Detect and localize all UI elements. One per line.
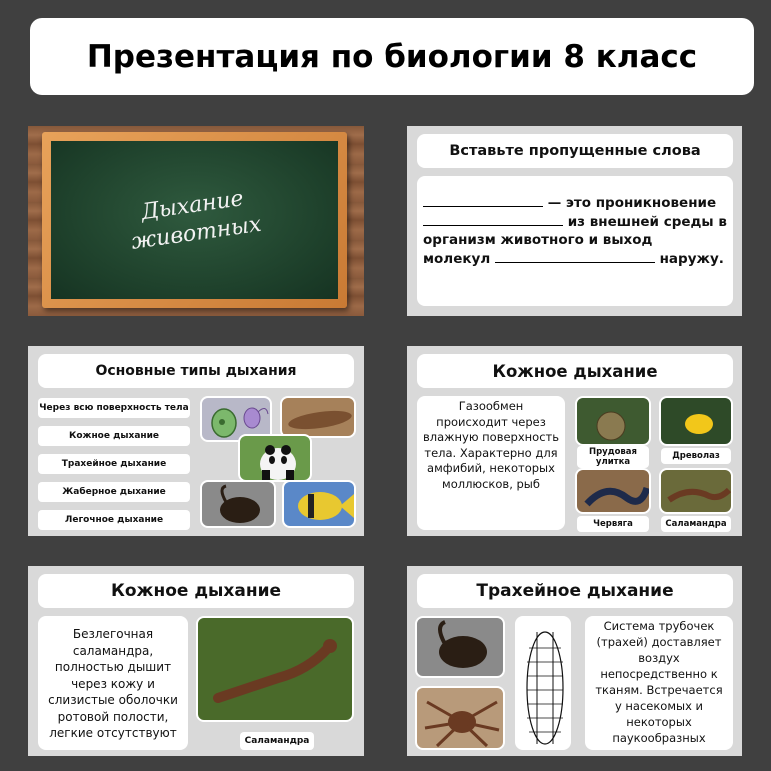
exercise-line-3: организм животного и выход <box>423 232 653 248</box>
slide-body-text: Газообмен происходит через влажную поверхность тела. Характерно для амфибий, некоторых моллюсков, рыб <box>417 396 565 530</box>
slide-skin-respiration[interactable] <box>407 346 742 536</box>
type-pulmonary: Легочное дыхание <box>38 510 190 530</box>
exercise-line-4: молекул наружу. <box>423 250 724 267</box>
image-worm <box>280 396 356 438</box>
chalkboard-title: Дыхание животных <box>129 186 263 255</box>
slide-heading: Трахейное дыхание <box>417 574 733 608</box>
image-pond-snail <box>575 396 651 446</box>
blank-2[interactable] <box>423 214 563 226</box>
image-poison-frog <box>659 396 733 446</box>
caption-salamander: Саламандра <box>661 516 731 532</box>
exercise-line-1: — это проникновение <box>423 194 727 213</box>
chalkboard-frame <box>42 132 347 308</box>
image-panda <box>238 434 312 482</box>
type-whole-surface: Через всю поверхность тела <box>38 398 190 418</box>
image-trachea-diagram <box>515 616 571 750</box>
slide-heading: Кожное дыхание <box>38 574 354 608</box>
blank-3[interactable] <box>495 251 655 263</box>
type-skin: Кожное дыхание <box>38 426 190 446</box>
exercise-text-box <box>417 176 733 306</box>
caption-pond-snail: Прудовая улитка <box>577 446 649 468</box>
slide-tracheal-respiration[interactable] <box>407 566 742 756</box>
slide-body-text: Безлегочная саламандра, полностью дышит через кожу и слизистые оболочки ротовой полости, легкие отсутствуют <box>38 616 188 750</box>
slide-heading: Кожное дыхание <box>417 354 733 388</box>
image-caecilian <box>575 468 651 514</box>
type-gill: Жаберное дыхание <box>38 482 190 502</box>
image-fish <box>282 480 356 528</box>
image-salamander-small <box>659 468 733 514</box>
slide-body-text: Система трубочек (трахей) доставляет воздух непосредственно к тканям. Встречается у насекомых и некоторых паукообразных <box>585 616 733 750</box>
slide-fill-blanks[interactable] <box>407 126 742 316</box>
blank-1[interactable] <box>423 195 543 207</box>
slide-heading: Вставьте пропущенные слова <box>417 134 733 168</box>
image-rhino-beetle <box>415 616 505 678</box>
caption-poison-frog: Древолаз <box>661 448 731 464</box>
caption-caecilian: Червяга <box>577 516 649 532</box>
exercise-line-2: из внешней среды в <box>423 213 727 232</box>
slide-salamander[interactable] <box>28 566 364 756</box>
slide-heading: Основные типы дыхания <box>38 354 354 388</box>
chalkboard <box>51 141 338 299</box>
image-salamander-large <box>196 616 354 722</box>
slide-title-chalkboard[interactable] <box>28 126 364 316</box>
type-tracheal: Трахейное дыхание <box>38 454 190 474</box>
caption-salamander-large: Саламандра <box>240 732 314 750</box>
image-beetle <box>200 480 276 528</box>
presentation-title: Презентация по биологии 8 класс <box>30 18 754 95</box>
image-tarantula <box>415 686 505 750</box>
slide-respiration-types[interactable] <box>28 346 364 536</box>
